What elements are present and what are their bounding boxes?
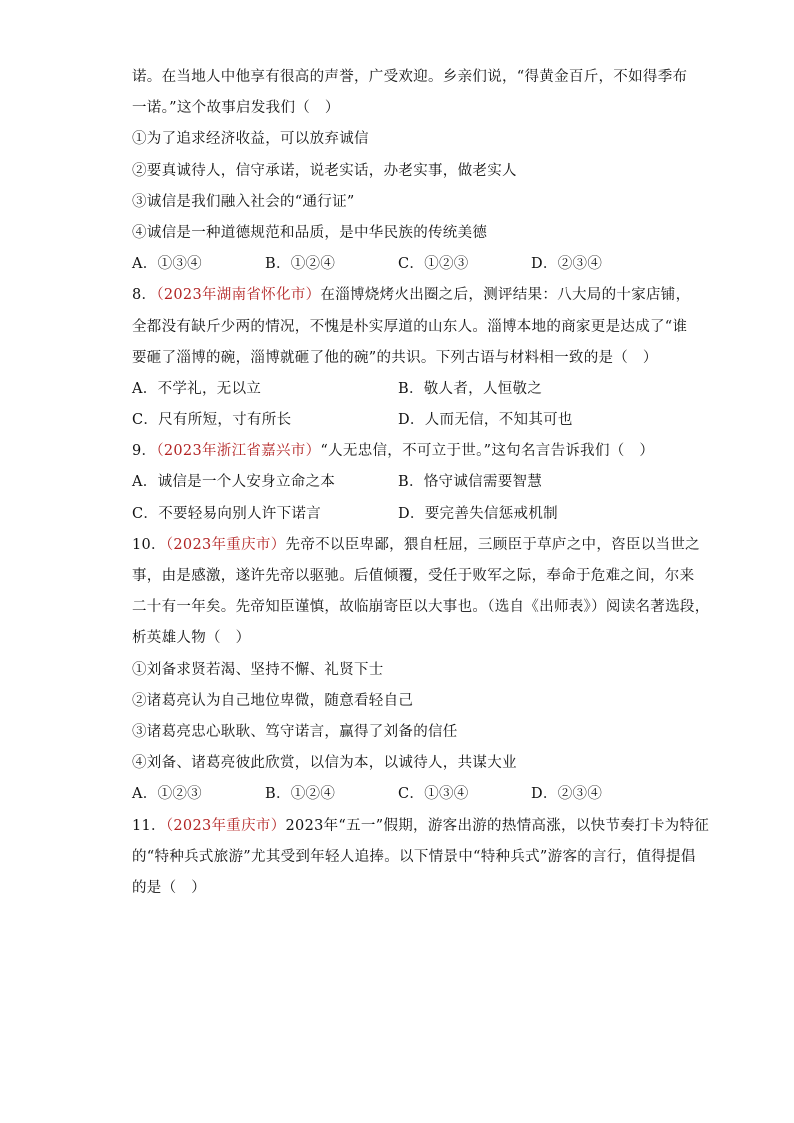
question-source: （2023年重庆市） <box>165 817 286 834</box>
option-d[interactable]: D．人而无信，不知其可也 <box>398 412 573 429</box>
q10-statement: ①刘备求贤若渴、坚持不懈、礼贤下士 <box>132 661 384 678</box>
q7-statement: ②要真诚待人，信守承诺，说老实话，办老实事，做老实人 <box>132 162 517 179</box>
q7-statement: ①为了追求经济收益，可以放弃诚信 <box>132 131 369 148</box>
question-source: （2023年重庆市） <box>165 536 286 553</box>
question-content <box>132 62 710 904</box>
q7-statement: ③诚信是我们融入社会的“通行证” <box>132 193 355 210</box>
option-a[interactable]: A．①②③ <box>132 786 202 803</box>
q8-stem-line: 全都没有缺斤少两的情况，不愧是朴实厚道的山东人。淄博本地的商家更是达成了“谁 <box>132 318 688 335</box>
q7-statement: ④诚信是一种道德规范和品质，是中华民族的传统美德 <box>132 224 488 241</box>
q10-options <box>132 779 664 810</box>
q8-stem-first <box>132 280 691 311</box>
option-b[interactable]: B．①②④ <box>265 256 336 273</box>
q11-stem-line: 的“特种兵式旅游”尤其受到年轻人追捧。以下情景中“特种兵式”游客的言行，值得提倡 <box>132 848 696 865</box>
option-c[interactable]: C．不要轻易向别人许下诺言 <box>132 505 321 522</box>
q9-options-row <box>132 499 664 530</box>
q10-statement: ②诸葛亮认为自己地位卑微，随意看轻自己 <box>132 692 414 709</box>
q10-stem-first <box>132 530 700 561</box>
option-b[interactable]: B．敬人者，人恒敬之 <box>398 380 543 397</box>
q8-options-row <box>132 374 664 405</box>
option-a[interactable]: A．①③④ <box>132 256 202 273</box>
q11-stem-first <box>132 811 710 842</box>
q10-stem-line: 事，由是感激，遂许先帝以驱驰。后值倾覆，受任于败军之际，奉命于危难之间，尔来 <box>132 568 695 584</box>
q10-statement: ③诸葛亮忠心耿耿、笃守诺言，赢得了刘备的信任 <box>132 723 458 740</box>
question-stem: “人无忠信，不可立于世。”这句名言告诉我们（ ） <box>320 443 655 460</box>
q7-stem-line: 诺。在当地人中他享有很高的声誉，广受欢迎。乡亲们说，“得黄金百斤，不如得季布 <box>132 69 688 85</box>
question-stem: 先帝不以臣卑鄙，猥自枉屈，三顾臣于草庐之中，咨臣以当世之 <box>285 536 700 553</box>
q10-stem-line: 二十有一年矣。先帝知臣谨慎，故临崩寄臣以大事也。（选自《出师表》）阅读名著选段， <box>132 599 710 616</box>
q9-stem-first <box>132 436 664 467</box>
option-b[interactable]: B．①②④ <box>265 786 336 803</box>
question-source: （2023年浙江省嘉兴市） <box>156 443 321 460</box>
question-stem: 在淄博烧烤火出圈之后，测评结果：八大局的十家店铺， <box>320 287 691 304</box>
option-c[interactable]: C．尺有所短，寸有所长 <box>132 412 292 429</box>
question-source: （2023年湖南省怀化市） <box>156 287 321 304</box>
option-c[interactable]: C．①②③ <box>398 256 469 273</box>
q7-options <box>132 249 664 280</box>
option-d[interactable]: D．②③④ <box>531 256 603 273</box>
q7-stem-line: 一诺。”这个故事启发我们（ ） <box>132 100 340 117</box>
option-d[interactable]: D．②③④ <box>531 786 603 803</box>
q8-options-row <box>132 405 664 436</box>
option-a[interactable]: A．诚信是一个人安身立命之本 <box>132 474 336 491</box>
option-a[interactable]: A．不学礼，无以立 <box>132 380 262 397</box>
question-number: 9． <box>132 443 157 460</box>
option-d[interactable]: D．要完善失信惩戒机制 <box>398 505 558 522</box>
q10-stem-line: 析英雄人物（ ） <box>132 630 251 647</box>
question-number: 8． <box>132 287 157 304</box>
question-number: 11． <box>132 817 166 834</box>
q9-options-row <box>132 467 664 498</box>
q10-statement: ④刘备、诸葛亮彼此欣赏，以信为本，以诚待人，共谋大业 <box>132 755 517 772</box>
option-c[interactable]: C．①③④ <box>398 786 469 803</box>
option-b[interactable]: B．恪守诚信需要智慧 <box>398 474 543 491</box>
q8-stem-line: 要砸了淄博的碗，淄博就砸了他的碗”的共识。下列古语与材料相一致的是（ ） <box>132 349 658 366</box>
question-stem: 2023年“五一”假期，游客出游的热情高涨，以快节奏打卡为特征 <box>285 817 710 834</box>
q11-stem-line: 的是（ ） <box>132 879 206 896</box>
question-number: 10． <box>132 536 166 553</box>
